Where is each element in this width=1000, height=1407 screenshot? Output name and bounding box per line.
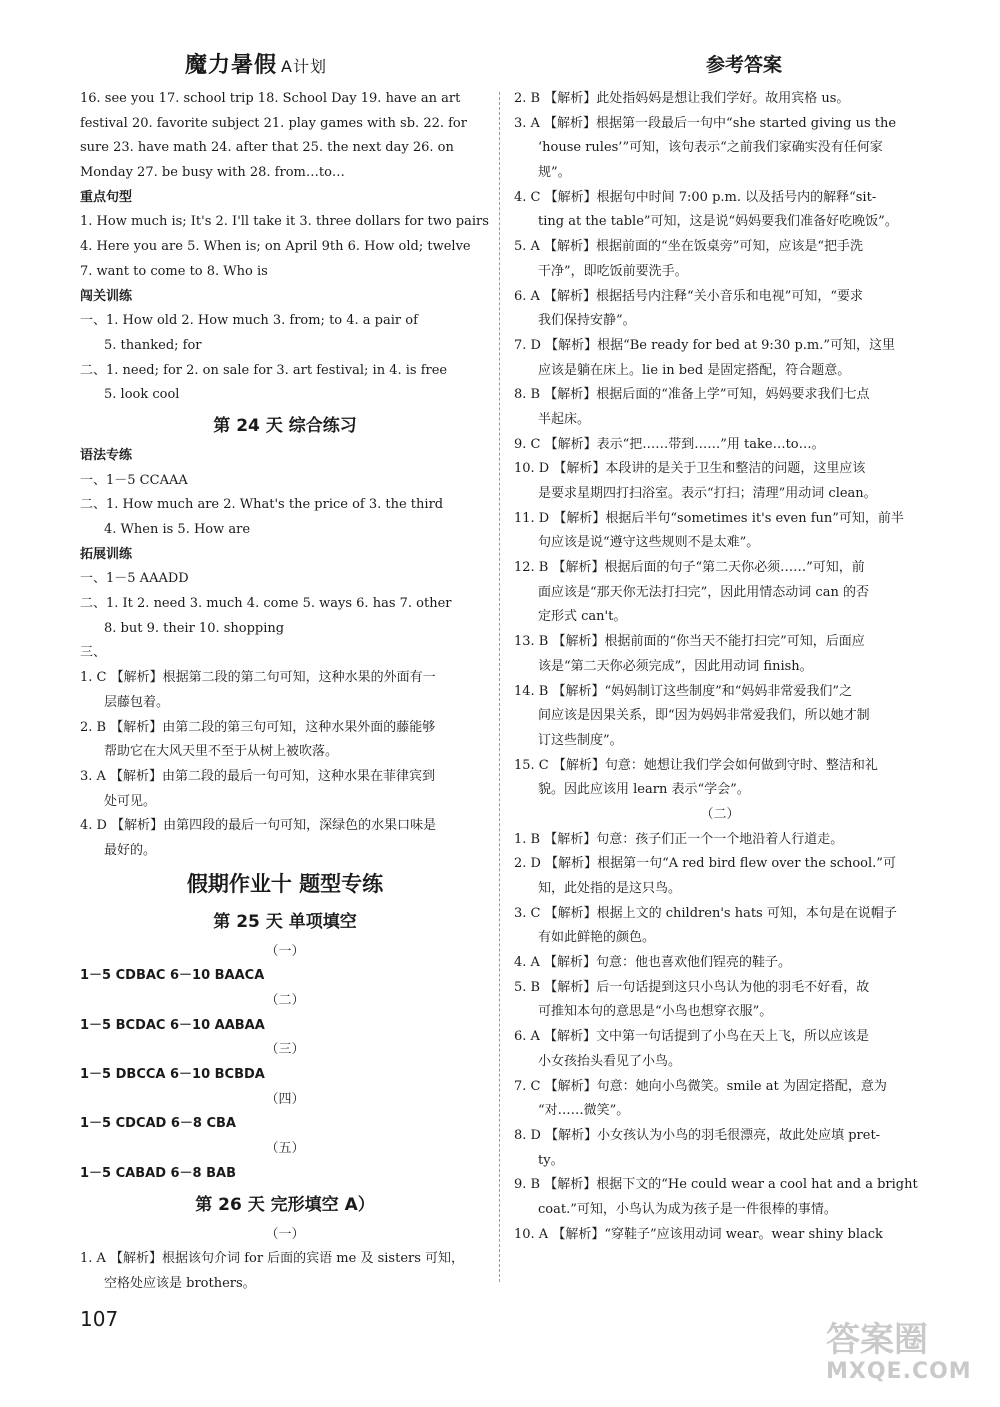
answer-line: “对……微笑”。: [538, 1103, 630, 1119]
answer-line: 面应该是“那天你无法打扫完”，因此用情态动词 can 的否: [538, 584, 869, 600]
answer-line: 1. How much is; It's 2. I'll take it 3. three dollars for two pairs: [80, 214, 489, 230]
answer-line: 1－5 CABAD 6－8 BAB: [80, 1165, 237, 1181]
page-header: [0, 42, 1000, 82]
book-title: [185, 48, 327, 79]
answer-line: 三、: [80, 645, 107, 661]
right-column: [514, 87, 926, 1247]
watermark-logo: [826, 1320, 976, 1390]
answer-line: 15. C 【解析】句意：她想让我们学会如何做到守时、整洁和礼: [514, 757, 878, 773]
answer-line: 间应该是因果关系，即“因为妈妈非常爱我们，所以她才制: [538, 708, 870, 724]
answer-line: 1. B 【解析】句意：孩子们正一个一个地沿着人行道走。: [514, 831, 844, 847]
day-heading: 第 25 天 单项填空: [213, 911, 357, 932]
section-title: 参考答案: [706, 54, 783, 76]
answer-line: 2. D 【解析】根据第一句“A red bird flew over the school.”可: [514, 856, 896, 872]
answer-line: ty。: [538, 1152, 564, 1168]
answer-line: 4. Here you are 5. When is; on April 9th 6. How old; twelve: [80, 239, 471, 255]
column-divider: [499, 92, 500, 1282]
book-title-text: 魔力暑假: [185, 53, 278, 78]
answer-line: 4. A 【解析】句意：他也喜欢他们锃亮的鞋子。: [514, 955, 792, 971]
answer-line: 2. B 【解析】由第二段的第三句可知，这种水果外面的藤能够: [80, 719, 436, 735]
part-label: （二）: [265, 993, 305, 1008]
answer-line: 8. D 【解析】小女孩认为小鸟的羽毛很漂亮，故此处应填 pret-: [514, 1127, 881, 1143]
answer-line: 5. look cool: [104, 387, 180, 403]
answer-line: 5. A 【解析】根据前面的“坐在饭桌旁”可知，应该是“把手洗: [514, 239, 863, 255]
answer-line: 知，此处指的是这只鸟。: [538, 881, 682, 896]
answer-line: 层藤包着。: [104, 694, 170, 710]
watermark-site: MXQE.COM: [826, 1359, 972, 1384]
answer-line: 最好的。: [104, 842, 157, 858]
answer-line: 8. but 9. their 10. shopping: [104, 620, 285, 636]
page-number: 107: [80, 1307, 119, 1331]
answer-line: 13. B 【解析】根据前面的“你当天不能打扫完”可知，后面应: [514, 634, 865, 650]
answer-line: 1－5 BCDAC 6－10 AABAA: [80, 1017, 265, 1033]
answer-line: ‘house rules’”可知，该句表示“之前我们家确实没有任何家: [538, 140, 883, 156]
subsection-label: 拓展训练: [80, 546, 133, 562]
answer-line: 1－5 CDCAD 6－8 CBA: [80, 1116, 236, 1132]
subsection-label: 语法专练: [80, 447, 133, 463]
answer-line: 小女孩抬头看见了小鸟。: [538, 1053, 682, 1069]
answer-line: sure 23. have math 24. after that 25. the next day 26. on: [80, 140, 454, 156]
answer-line: 有如此鲜艳的颜色。: [538, 930, 656, 946]
book-subtitle: A计划: [281, 57, 327, 76]
answer-line: 一、1. How old 2. How much 3. from; to 4. a pair of: [80, 313, 418, 329]
part-label: （一）: [265, 1226, 305, 1242]
part-label: （四）: [265, 1091, 305, 1107]
left-column: [80, 87, 490, 1297]
answer-line: 半起床。: [538, 411, 591, 427]
answer-line: 4. C 【解析】根据句中时间 7:00 p.m. 以及括号内的解释“sit-: [514, 189, 877, 205]
subsection-label: 重点句型: [80, 189, 133, 205]
answer-line: ting at the table”可知，这是说“妈妈要我们准备好吃晚饭”。: [538, 214, 898, 230]
answer-line: 1. C 【解析】根据第二段的第二句可知，这种水果的外面有一: [80, 670, 436, 686]
answer-line: 二、1. How much are 2. What's the price of 3. the third: [80, 497, 444, 513]
answer-line: 7. D 【解析】根据“Be ready for bed at 9:30 p.m.”可知，这里: [514, 337, 896, 353]
answer-line: 句应该是说“遵守这些规则不是太难”。: [538, 535, 760, 551]
answer-line: 9. B 【解析】根据下文的“He could wear a cool hat and a bright: [514, 1177, 918, 1193]
answer-line: 12. B 【解析】根据后面的句子“第二天你必须……”可知，前: [514, 560, 865, 576]
answer-line: 帮助它在大风天里不至于从树上被吹落。: [104, 744, 339, 760]
answer-line: 3. C 【解析】根据上文的 children's hats 可知，本句是在说帽子: [514, 905, 897, 921]
answer-line: 2. B 【解析】此处指妈妈是想让我们学好。故用宾格 us。: [514, 91, 850, 106]
answer-line: 二、1. need; for 2. on sale for 3. art festival; in 4. is free: [80, 362, 448, 378]
day-heading: 第 26 天 完形填空 A）: [195, 1194, 375, 1215]
watermark-text: 答案圈: [826, 1320, 928, 1360]
answer-line: 9. C 【解析】表示“把……带到……”用 take…to…。: [514, 436, 825, 452]
answer-line: 干净”，即吃饭前要洗手。: [538, 263, 688, 279]
answer-line: 一、1－5 AAADD: [80, 571, 189, 587]
answer-line: 我们保持安静”。: [538, 313, 636, 329]
answer-line: 1－5 DBCCA 6－10 BCBDA: [80, 1067, 265, 1083]
answer-line: 1. A 【解析】根据该句介词 for 后面的宾语 me 及 sisters 可知，: [80, 1251, 465, 1267]
part-label: （一）: [265, 943, 305, 959]
answer-line: 规”。: [538, 165, 571, 181]
answer-line: 处可见。: [104, 793, 157, 809]
answer-line: 一、1－5 CCAAA: [80, 472, 188, 488]
answer-line: 10. A 【解析】“穿鞋子”应该用动词 wear。wear shiny black: [514, 1226, 883, 1242]
answer-line: 5. B 【解析】后一句话提到这只小鸟认为他的羽毛不好看，故: [514, 979, 870, 995]
answer-line: 11. D 【解析】根据后半句“sometimes it's even fun”可知，前半: [514, 510, 904, 526]
answer-line: 3. A 【解析】根据第一段最后一句中“she started giving us the: [514, 115, 897, 131]
answer-line: 1－5 CDBAC 6－10 BAACA: [80, 968, 265, 984]
part-label: （三）: [265, 1042, 305, 1058]
answer-line: 4. D 【解析】由第四段的最后一句可知，深绿色的水果口味是: [80, 818, 437, 834]
answer-line: 是要求星期四打扫浴室。表示“打扫；清理”用动词 clean。: [538, 486, 877, 501]
answer-line: 16. see you 17. school trip 18. School Day 19. have an art: [80, 91, 461, 106]
day-heading: 第 24 天 综合练习: [213, 415, 357, 436]
part-label: （二）: [700, 806, 740, 822]
answer-line: 定形式 can't。: [538, 609, 627, 625]
answer-line: 二、1. It 2. need 3. much 4. come 5. ways 6. has 7. other: [80, 596, 452, 612]
answer-line: 可推知本句的意思是“小鸟也想穿衣服”。: [538, 1004, 773, 1020]
answer-line: 空格处应该是 brothers。: [104, 1275, 256, 1291]
answer-line: 貌。因此应该用 learn 表示“学会”。: [538, 782, 750, 798]
answer-line: 订这些制度”。: [538, 732, 623, 748]
answer-line: 5. thanked; for: [104, 337, 202, 353]
answer-line: 应该是躺在床上。lie in bed 是固定搭配，符合题意。: [538, 362, 851, 378]
answer-line: Monday 27. be busy with 28. from…to…: [80, 165, 345, 181]
answer-line: 8. B 【解析】根据后面的“准备上学”可知，妈妈要求我们七点: [514, 387, 870, 403]
answer-line: 该是“第二天你必须完成”，因此用动词 finish。: [538, 658, 813, 674]
answer-line: 4. When is 5. How are: [104, 522, 251, 537]
part-label: （五）: [265, 1141, 305, 1157]
answer-line: festival 20. favorite subject 21. play games with sb. 22. for: [80, 115, 467, 131]
subsection-label: 闯关训练: [80, 288, 133, 304]
answer-line: 6. A 【解析】文中第一句话提到了小鸟在天上飞，所以应该是: [514, 1029, 870, 1045]
answer-line: 10. D 【解析】本段讲的是关于卫生和整洁的问题，这里应该: [514, 461, 866, 477]
answer-line: 7. want to come to 8. Who is: [80, 263, 268, 279]
homework-heading: 假期作业十 题型专练: [186, 871, 384, 896]
answer-line: 14. B 【解析】“妈妈制订这些制度”和“妈妈非常爱我们”之: [514, 683, 853, 699]
answer-line: 7. C 【解析】句意：她向小鸟微笑。smile at 为固定搭配，意为: [514, 1078, 887, 1094]
answer-line: coat.”可知，小鸟认为成为孩子是一件很棒的事情。: [538, 1201, 837, 1217]
answer-line: 3. A 【解析】由第二段的最后一句可知，这种水果在菲律宾到: [80, 768, 436, 784]
answer-line: 6. A 【解析】根据括号内注释“关小音乐和电视”可知，“要求: [514, 288, 863, 304]
